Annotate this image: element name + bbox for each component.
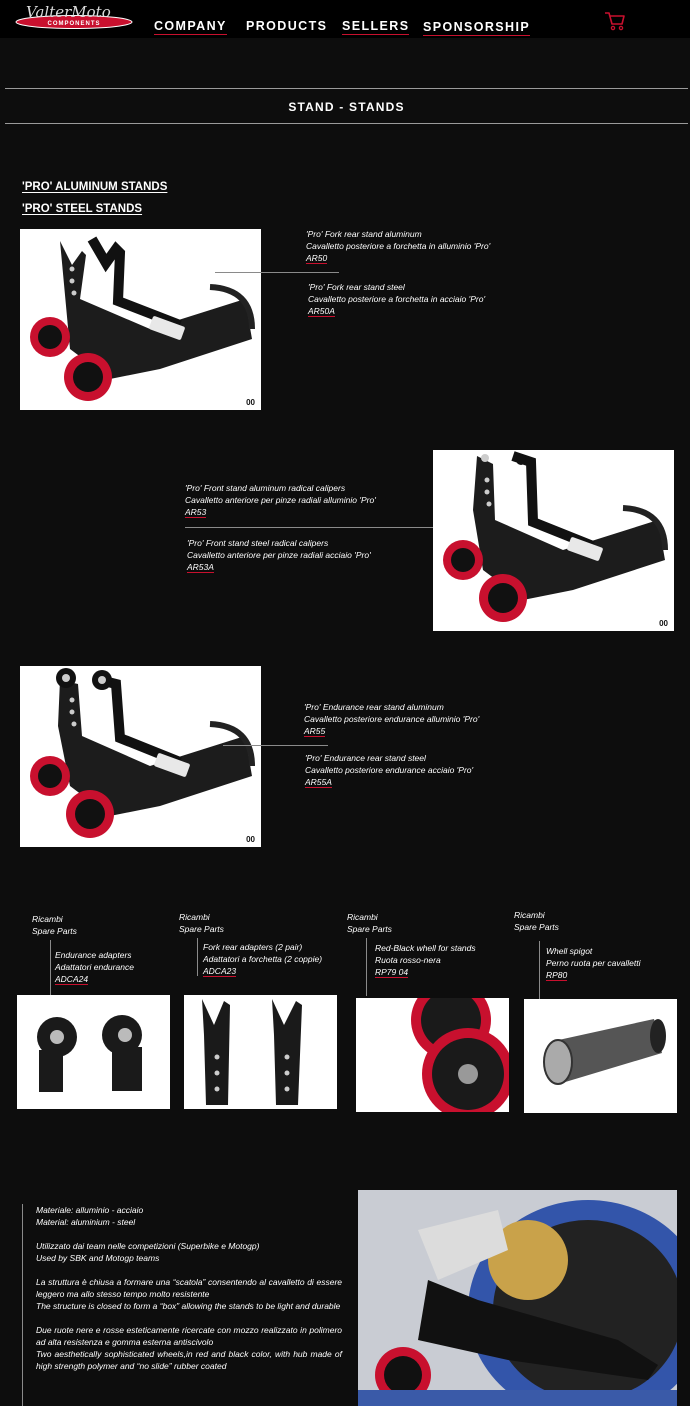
wheel-image — [356, 998, 509, 1112]
product-code-link[interactable]: AR55 — [304, 726, 326, 736]
product-desc-ar53a: 'Pro' Front stand steel radical calipers Cavalletto anteriore per pinze radiali acciaio 'Pro' AR53A — [187, 538, 371, 572]
info-material: Materiale: alluminio - acciaio Material: aluminium - steel — [36, 1205, 144, 1227]
page-title-bar — [5, 88, 688, 124]
fork-adapters-image — [184, 995, 337, 1109]
product-code-link[interactable]: RP79 04 — [375, 967, 409, 977]
photo-code: 00 — [246, 398, 255, 407]
spare-parts-heading: Ricambi Spare Parts — [347, 912, 392, 934]
endurance-stand-image — [20, 666, 261, 847]
spare-photo-fork-adapters[interactable] — [184, 995, 337, 1109]
svg-text:ValterMoto: ValterMoto — [26, 3, 111, 21]
spare-photo-wheel[interactable] — [356, 998, 509, 1112]
product-photo-endurance-stand[interactable] — [20, 666, 261, 847]
divider-line — [215, 272, 339, 273]
spare-parts-heading: Ricambi Spare Parts — [514, 910, 559, 932]
product-desc-ar55a: 'Pro' Endurance rear stand steel Cavalletto posteriore endurance acciaio 'Pro' AR55A — [305, 753, 474, 787]
divider-line — [197, 938, 198, 976]
product-desc-ar50a: 'Pro' Fork rear stand steel Cavalletto posteriore a forchetta in acciaio 'Pro' AR50A — [308, 282, 486, 316]
page-title: STAND - STANDS — [288, 100, 405, 114]
photo-code: 00 — [659, 619, 668, 628]
spare-desc-adca23: Fork rear adapters (2 pair) Adattatori a forchetta (2 coppie) ADCA23 — [203, 942, 323, 976]
spare-photo-endurance-adapters[interactable] — [17, 995, 170, 1109]
product-code-link[interactable]: ADCA23 — [203, 966, 237, 976]
divider-line — [185, 527, 450, 528]
divider-line — [223, 745, 328, 746]
product-desc-ar50: 'Pro' Fork rear stand aluminum Cavalletto posteriore a forchetta in alluminio 'Pro' AR50 — [306, 229, 491, 263]
product-code-link[interactable]: AR53A — [187, 562, 214, 572]
wheel-spigot-image — [524, 999, 677, 1113]
product-code-link[interactable]: AR53 — [185, 507, 207, 517]
product-code-link[interactable]: ADCA24 — [55, 974, 89, 984]
product-desc-ar55: 'Pro' Endurance rear stand aluminum Cavalletto posteriore endurance alluminio 'Pro' AR55 — [304, 702, 480, 736]
divider-line — [366, 938, 367, 996]
spare-desc-rp79: Red-Black whell for stands Ruota rosso-nera RP79 04 — [375, 943, 476, 977]
nav-sponsorship[interactable]: SPONSORSHIP — [423, 20, 531, 34]
info-teams: Utilizzato dai team nelle competizioni (Superbike e Motogp) Used by SBK and Motogp teams — [36, 1241, 260, 1263]
nav-company[interactable]: COMPANY — [154, 19, 227, 33]
product-photo-front-stand[interactable] — [433, 450, 674, 631]
category-pro-steel[interactable]: 'PRO' STEEL STANDS — [22, 203, 143, 215]
stand-in-use-image — [358, 1190, 677, 1406]
spare-parts-heading: Ricambi Spare Parts — [32, 914, 77, 936]
divider-line — [50, 940, 51, 1000]
nav-sellers[interactable]: SELLERS — [342, 19, 410, 33]
product-code-link[interactable]: AR55A — [305, 777, 332, 787]
product-code-link[interactable]: AR50A — [308, 306, 335, 316]
nav-products[interactable]: PRODUCTS — [246, 19, 328, 33]
valtermoto-logo[interactable] — [14, 2, 134, 29]
spare-desc-adca24: Endurance adapters Adattatori endurance ADCA24 — [55, 950, 134, 984]
product-photo-fork-rear-stand[interactable] — [20, 229, 261, 410]
fork-rear-stand-image — [20, 229, 261, 410]
info-structure: La struttura è chiusa a formare una “scatola” consentendo al cavalletto di essere leggero ma allo stesso tempo molto resistente The structure is closed to form a “box” allowing the stands to be light and durable — [36, 1277, 342, 1311]
stand-in-use-photo[interactable] — [358, 1190, 677, 1406]
spare-desc-rp80: Whell spigot Perno ruota per cavalletti RP80 — [546, 946, 641, 980]
endurance-adapters-image — [17, 995, 170, 1109]
spare-parts-heading: Ricambi Spare Parts — [179, 912, 224, 934]
product-code-link[interactable]: AR50 — [306, 253, 328, 263]
photo-code: 00 — [246, 835, 255, 844]
spare-photo-wheel-spigot[interactable] — [524, 999, 677, 1113]
svg-text:COMPONENTS: COMPONENTS — [47, 21, 101, 27]
product-info-block — [22, 1204, 342, 1406]
category-pro-aluminum[interactable]: 'PRO' ALUMINUM STANDS — [22, 181, 168, 193]
site-header — [0, 0, 690, 38]
divider-line — [539, 941, 540, 999]
front-stand-image — [433, 450, 674, 631]
product-code-link[interactable]: RP80 — [546, 970, 568, 980]
info-wheels: Due ruote nere e rosse esteticamente ricercate con mozzo realizzato in polimero ad alta resistenza e gomma esterna antiscivolo Two aesthetically sophisticated wheels,in red and black color, with hub made of high strength polymer and “no slide” rubber coated — [36, 1325, 342, 1371]
cart-icon[interactable] — [604, 11, 626, 31]
product-desc-ar53: 'Pro' Front stand aluminum radical calipers Cavalletto anteriore per pinze radiali alluminio 'Pro' AR53 — [185, 483, 376, 517]
